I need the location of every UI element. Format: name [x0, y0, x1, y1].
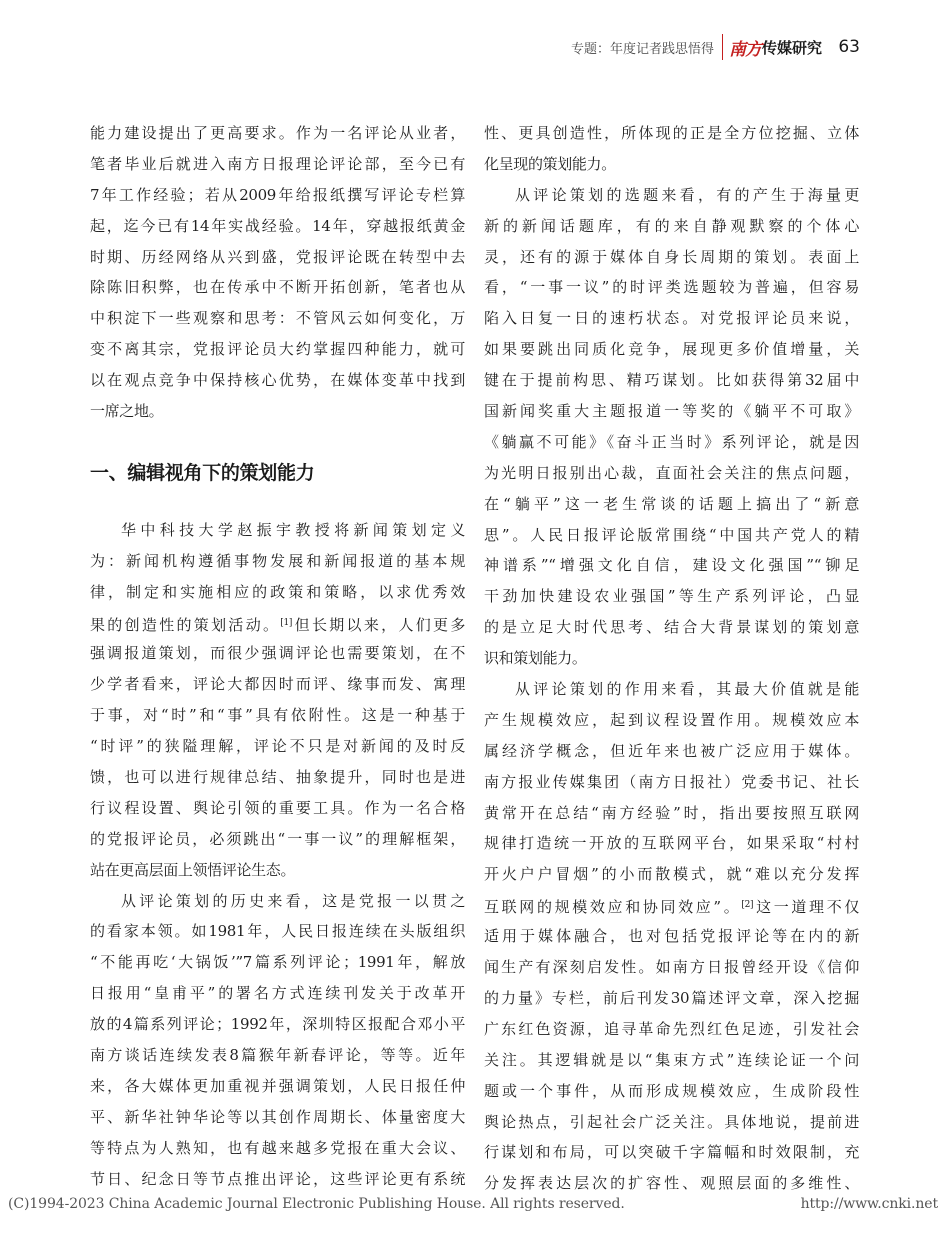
text-fragment: 这一道理不仅 — [753, 898, 860, 917]
text-line: 节日、纪念日等节点推出评论，这些评论更有系统 — [90, 1169, 465, 1188]
page-footer — [8, 1196, 938, 1216]
text-line: 变不离其宗，党报评论员大约掌握四种能力，就可 — [90, 340, 465, 359]
text-line: 化呈现的策划能力。 — [484, 154, 616, 173]
text-line: 来，各大媒体更加重视并强调策划，人民日报任仲 — [90, 1076, 465, 1095]
text-line: 新的新闻话题库，有的来自静观默察的个体心 — [484, 216, 859, 235]
text-line: 华中科技大学赵振宇教授将新闻策划定义 — [121, 520, 465, 539]
text-line: 灵，还有的源于媒体自身长周期的策划。表面上 — [484, 247, 859, 266]
text-line: 时期、历经网络从兴到盛，党报评论既在转型中去 — [90, 247, 465, 266]
section-spacer — [90, 427, 465, 451]
text-line: 适用于媒体融合，也对包括党报评论等在内的新 — [484, 927, 859, 946]
text-line-with-citation — [484, 890, 859, 921]
text-line: 以在观点竞争中保持核心优势，在媒体变革中找到 — [90, 371, 465, 390]
text-line: 放的4篇系列评论；1992年，深圳特区报配合邓小平 — [90, 1015, 465, 1034]
text-line: 的党报评论员，必须跳出“一事一议”的理解框架， — [90, 829, 465, 848]
text-line-with-citation — [90, 608, 465, 639]
text-fragment: 果的创造性的策划活动。 — [90, 615, 281, 634]
text-line: 属经济学概念，但近年来也被广泛应用于媒体。 — [484, 741, 859, 760]
section-heading: 一、编辑视角下的策划能力 — [90, 461, 315, 484]
text-line: 从评论策划的作用来看，其最大价值就是能 — [515, 680, 859, 699]
text-line: 的力量》专栏，前后刊发30篇述评文章，深入挖掘 — [484, 988, 859, 1007]
issue-topic: 专题：年度记者践思悟得 — [570, 41, 714, 57]
header-divider — [722, 34, 723, 60]
running-header — [571, 33, 822, 61]
page-header — [0, 0, 950, 80]
copyright-notice: (C)1994-2023 China Academic Journal Electronic Publishing House. All rights reserved. — [8, 1196, 625, 1212]
text-line: 除陈旧积弊，也在传承中不断开拓创新，笔者也从 — [90, 278, 465, 297]
text-line: 笔者毕业后就进入南方日报理论评论部，至今已有 — [90, 154, 465, 173]
text-line: 规律打造统一开放的互联网平台，如果采取“村村 — [484, 834, 859, 853]
text-line: 少学者看来，评论大都因时而评、缘事而发、寓理 — [90, 675, 465, 694]
text-line: 开火户户冒烟”的小而散模式，就“难以充分发挥 — [484, 865, 859, 884]
text-line: 从评论策划的选题来看，有的产生于海量更 — [515, 185, 859, 204]
text-line: 国新闻奖重大主题报道一等奖的《躺平不可取》 — [484, 402, 859, 421]
text-line: 的看家本领。如1981年，人民日报连续在头版组织 — [90, 922, 465, 941]
text-line: 一席之地。 — [90, 402, 164, 421]
text-line: 关注。其逻辑就是以“集束方式”连续论证一个问 — [484, 1050, 859, 1069]
publisher-url: http://www.cnki.net — [800, 1196, 938, 1212]
text-line: “时评”的狭隘理解，评论不只是对新闻的及时反 — [90, 737, 465, 756]
text-line: 行谋划和布局，可以突破千字篇幅和时效限制，充 — [484, 1143, 859, 1162]
right-column — [484, 118, 859, 1199]
text-line: 闻生产有深刻启发性。如南方日报曾经开设《信仰 — [484, 958, 859, 977]
text-line: 南方报业传媒集团（南方日报社）党委书记、社长 — [484, 772, 859, 791]
text-line: 识和策划能力。 — [484, 649, 587, 668]
text-line: 黄常开在总结“南方经验”时，指出要按照互联网 — [484, 803, 859, 822]
text-line: 分发挥表达层次的扩容性、观照层面的多维性、 — [484, 1174, 859, 1193]
text-line: 站在更高层面上领悟评论生态。 — [90, 860, 296, 879]
text-line: 陷入日复一日的速朽状态。对党报评论员来说， — [484, 309, 859, 328]
text-line: 起，迄今已有14年实战经验。14年，穿越报纸黄金 — [90, 216, 465, 235]
text-line: 能力建设提出了更高要求。作为一名评论从业者， — [90, 124, 465, 142]
text-line: 广东红色资源，追寻革命先烈红色足迹，引发社会 — [484, 1019, 859, 1038]
text-line: 从评论策划的历史来看，这是党报一以贯之 — [121, 891, 465, 910]
text-line: 馈，也可以进行规律总结、抽象提升，同时也是进 — [90, 768, 465, 787]
citation-ref-2: [2] — [741, 900, 754, 911]
text-line: 性、更具创造性，所体现的正是全方位挖掘、立体 — [484, 124, 859, 142]
text-fragment: 互联网的规模效应和协同效应”。 — [484, 898, 742, 917]
text-line: 为：新闻机构遵循事物发展和新闻报道的基本规 — [90, 551, 465, 570]
page-number: 63 — [838, 37, 860, 57]
text-line: 看，“一事一议”的时评类选题较为普遍，但容易 — [484, 278, 859, 297]
text-line: 为光明日报别出心裁，直面社会关注的焦点问题， — [484, 463, 859, 482]
text-line: 南方谈话连续发表8篇猴年新春评论，等等。近年 — [90, 1046, 465, 1065]
text-line: 如果要跳出同质化竞争，展现更多价值增量，关 — [484, 340, 859, 359]
text-line: 干劲加快建设农业强国”等生产系列评论，凸显 — [484, 587, 859, 606]
text-line: 神谱系”“增强文化自信，建设文化强国”“铆足 — [484, 556, 859, 575]
text-line: 思”。人民日报评论版常围绕“中国共产党人的精 — [484, 525, 859, 544]
text-line: 题或一个事件，从而形成规模效应，生成阶段性 — [484, 1081, 859, 1100]
text-line: 产生规模效应，起到议程设置作用。规模效应本 — [484, 710, 859, 729]
text-line: 键在于提前构思、精巧谋划。比如获得第32届中 — [484, 371, 859, 390]
text-line: 行议程设置、舆论引领的重要工具。作为一名合格 — [90, 798, 465, 817]
text-fragment: 但长期以来，人们更多 — [292, 615, 465, 634]
text-line: 中积淀下一些观察和思考：不管风云如何变化，万 — [90, 309, 465, 328]
text-line: 在“躺平”这一老生常谈的话题上搞出了“新意 — [484, 494, 859, 513]
text-line: 于事，对“时”和“事”具有依附性。这是一种基于 — [90, 706, 465, 725]
text-line: 等特点为人熟知，也有越来越多党报在重大会议、 — [90, 1138, 465, 1157]
text-line: 强调报道策划，而很少强调评论也需要策划，在不 — [90, 644, 465, 663]
citation-ref-1: [1] — [280, 617, 292, 628]
text-line: 《躺赢不可能》《奋斗正当时》系列评论，就是因 — [484, 432, 859, 451]
text-line: 日报用“皇甫平”的署名方式连续刊发关于改革开 — [90, 984, 465, 1003]
left-column — [90, 118, 465, 1195]
text-line: 舆论热点，引起社会广泛关注。具体地说，提前进 — [484, 1112, 859, 1131]
text-line: 律，制定和实施相应的政策和策略，以求优秀效 — [90, 582, 465, 601]
text-line: “不能再吃‘大锅饭’”7篇系列评论；1991年，解放 — [90, 953, 465, 972]
text-line: 的是立足大时代思考、结合大背景谋划的策划意 — [484, 618, 859, 637]
journal-name: 传媒研究 — [761, 38, 822, 57]
text-line: 平、新华社钟华论等以其创作周期长、体量密度大 — [90, 1107, 465, 1126]
text-line: 7年工作经验；若从2009年给报纸撰写评论专栏算 — [90, 185, 465, 204]
journal-logo-mark: 南方 — [728, 39, 761, 60]
